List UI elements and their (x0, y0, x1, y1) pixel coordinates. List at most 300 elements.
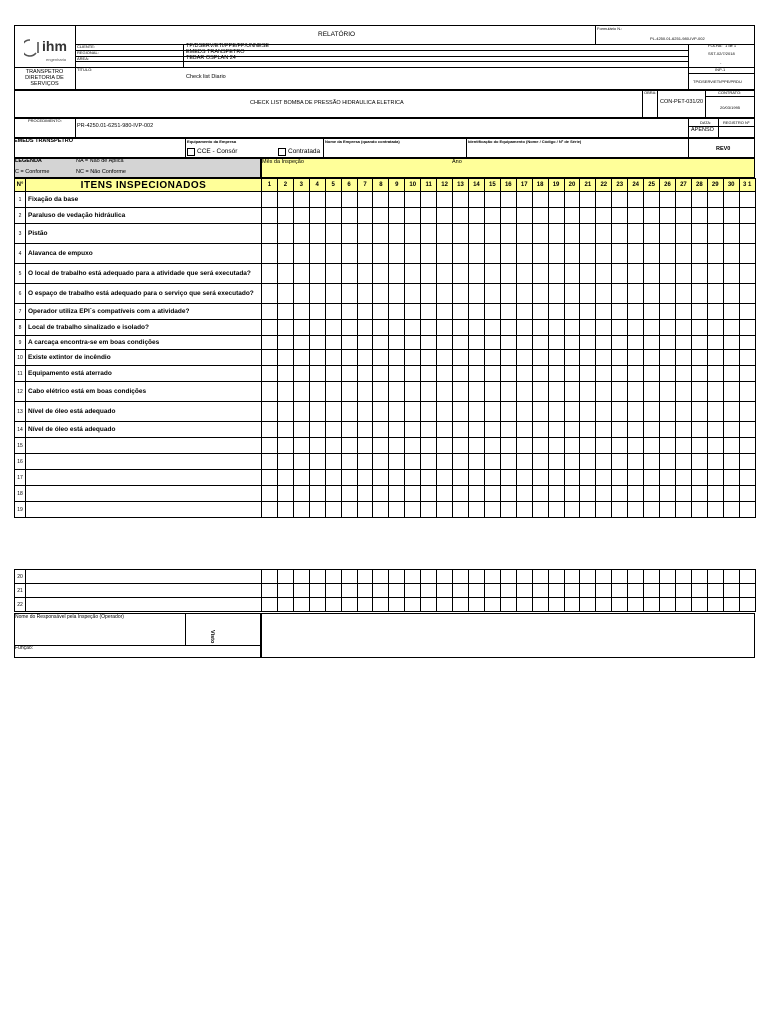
day-check-cell[interactable] (293, 470, 309, 486)
day-check-cell[interactable] (405, 470, 421, 486)
day-check-cell[interactable] (564, 570, 580, 584)
day-check-cell[interactable] (309, 284, 325, 304)
day-check-cell[interactable] (373, 402, 389, 422)
day-check-cell[interactable] (707, 244, 723, 264)
day-check-cell[interactable] (675, 284, 691, 304)
day-check-cell[interactable] (500, 438, 516, 454)
day-check-cell[interactable] (293, 486, 309, 502)
day-check-cell[interactable] (262, 598, 278, 612)
day-check-cell[interactable] (580, 304, 596, 320)
day-check-cell[interactable] (739, 422, 755, 438)
day-check-cell[interactable] (644, 320, 660, 336)
day-check-cell[interactable] (532, 320, 548, 336)
day-check-cell[interactable] (564, 470, 580, 486)
day-check-cell[interactable] (516, 584, 532, 598)
day-check-cell[interactable] (612, 438, 628, 454)
day-check-cell[interactable] (373, 438, 389, 454)
day-check-cell[interactable] (437, 224, 453, 244)
day-check-cell[interactable] (468, 402, 484, 422)
day-check-cell[interactable] (707, 336, 723, 350)
day-check-cell[interactable] (548, 304, 564, 320)
day-check-cell[interactable] (468, 224, 484, 244)
day-check-cell[interactable] (325, 584, 341, 598)
day-check-cell[interactable] (421, 320, 437, 336)
day-check-cell[interactable] (389, 382, 405, 402)
day-check-cell[interactable] (723, 336, 739, 350)
day-check-cell[interactable] (373, 382, 389, 402)
day-check-cell[interactable] (325, 366, 341, 382)
day-check-cell[interactable] (644, 192, 660, 208)
day-check-cell[interactable] (707, 402, 723, 422)
day-check-cell[interactable] (421, 584, 437, 598)
day-check-cell[interactable] (644, 208, 660, 224)
day-check-cell[interactable] (691, 366, 707, 382)
day-check-cell[interactable] (373, 304, 389, 320)
day-check-cell[interactable] (675, 224, 691, 244)
day-check-cell[interactable] (548, 224, 564, 244)
day-check-cell[interactable] (739, 244, 755, 264)
day-check-cell[interactable] (532, 402, 548, 422)
day-check-cell[interactable] (532, 382, 548, 402)
day-check-cell[interactable] (373, 336, 389, 350)
day-check-cell[interactable] (341, 284, 357, 304)
day-check-cell[interactable] (691, 336, 707, 350)
day-check-cell[interactable] (660, 438, 676, 454)
day-check-cell[interactable] (739, 382, 755, 402)
day-check-cell[interactable] (739, 350, 755, 366)
day-check-cell[interactable] (628, 570, 644, 584)
day-check-cell[interactable] (644, 264, 660, 284)
day-check-cell[interactable] (612, 244, 628, 264)
day-check-cell[interactable] (596, 350, 612, 366)
day-check-cell[interactable] (453, 382, 469, 402)
day-check-cell[interactable] (707, 304, 723, 320)
day-check-cell[interactable] (500, 208, 516, 224)
day-check-cell[interactable] (437, 350, 453, 366)
day-check-cell[interactable] (277, 598, 293, 612)
day-check-cell[interactable] (596, 244, 612, 264)
day-check-cell[interactable] (739, 598, 755, 612)
day-check-cell[interactable] (277, 470, 293, 486)
day-check-cell[interactable] (612, 284, 628, 304)
day-check-cell[interactable] (484, 304, 500, 320)
day-check-cell[interactable] (628, 454, 644, 470)
day-check-cell[interactable] (309, 320, 325, 336)
day-check-cell[interactable] (596, 208, 612, 224)
day-check-cell[interactable] (341, 192, 357, 208)
day-check-cell[interactable] (564, 584, 580, 598)
day-check-cell[interactable] (596, 284, 612, 304)
day-check-cell[interactable] (500, 382, 516, 402)
day-check-cell[interactable] (293, 502, 309, 518)
day-check-cell[interactable] (468, 382, 484, 402)
day-check-cell[interactable] (421, 486, 437, 502)
day-check-cell[interactable] (580, 320, 596, 336)
day-check-cell[interactable] (373, 584, 389, 598)
day-check-cell[interactable] (723, 304, 739, 320)
day-check-cell[interactable] (660, 402, 676, 422)
day-check-cell[interactable] (468, 244, 484, 264)
day-check-cell[interactable] (548, 422, 564, 438)
day-check-cell[interactable] (548, 264, 564, 284)
day-check-cell[interactable] (500, 224, 516, 244)
day-check-cell[interactable] (277, 224, 293, 244)
day-check-cell[interactable] (341, 382, 357, 402)
day-check-cell[interactable] (484, 570, 500, 584)
day-check-cell[interactable] (405, 224, 421, 244)
day-check-cell[interactable] (341, 454, 357, 470)
day-check-cell[interactable] (739, 470, 755, 486)
day-check-cell[interactable] (580, 402, 596, 422)
day-check-cell[interactable] (262, 320, 278, 336)
day-check-cell[interactable] (644, 304, 660, 320)
day-check-cell[interactable] (453, 224, 469, 244)
day-check-cell[interactable] (500, 350, 516, 366)
day-check-cell[interactable] (707, 208, 723, 224)
day-check-cell[interactable] (437, 422, 453, 438)
day-check-cell[interactable] (389, 244, 405, 264)
day-check-cell[interactable] (357, 366, 373, 382)
day-check-cell[interactable] (357, 192, 373, 208)
day-check-cell[interactable] (389, 598, 405, 612)
day-check-cell[interactable] (484, 402, 500, 422)
day-check-cell[interactable] (644, 284, 660, 304)
day-check-cell[interactable] (723, 402, 739, 422)
day-check-cell[interactable] (532, 438, 548, 454)
day-check-cell[interactable] (516, 502, 532, 518)
day-check-cell[interactable] (453, 584, 469, 598)
day-check-cell[interactable] (405, 454, 421, 470)
day-check-cell[interactable] (357, 470, 373, 486)
day-check-cell[interactable] (293, 350, 309, 366)
day-check-cell[interactable] (548, 320, 564, 336)
day-check-cell[interactable] (739, 304, 755, 320)
day-check-cell[interactable] (564, 382, 580, 402)
day-check-cell[interactable] (707, 192, 723, 208)
day-check-cell[interactable] (596, 366, 612, 382)
day-check-cell[interactable] (644, 470, 660, 486)
day-check-cell[interactable] (564, 454, 580, 470)
day-check-cell[interactable] (405, 244, 421, 264)
day-check-cell[interactable] (437, 454, 453, 470)
day-check-cell[interactable] (405, 336, 421, 350)
day-check-cell[interactable] (484, 192, 500, 208)
day-check-cell[interactable] (580, 366, 596, 382)
day-check-cell[interactable] (484, 454, 500, 470)
day-check-cell[interactable] (516, 366, 532, 382)
day-check-cell[interactable] (341, 438, 357, 454)
day-check-cell[interactable] (309, 598, 325, 612)
day-check-cell[interactable] (437, 208, 453, 224)
day-check-cell[interactable] (739, 366, 755, 382)
day-check-cell[interactable] (357, 584, 373, 598)
day-check-cell[interactable] (628, 366, 644, 382)
day-check-cell[interactable] (516, 208, 532, 224)
day-check-cell[interactable] (644, 598, 660, 612)
day-check-cell[interactable] (516, 438, 532, 454)
day-check-cell[interactable] (516, 598, 532, 612)
day-check-cell[interactable] (262, 470, 278, 486)
day-check-cell[interactable] (357, 350, 373, 366)
day-check-cell[interactable] (691, 470, 707, 486)
day-check-cell[interactable] (309, 570, 325, 584)
day-check-cell[interactable] (739, 336, 755, 350)
day-check-cell[interactable] (548, 502, 564, 518)
day-check-cell[interactable] (277, 422, 293, 438)
day-check-cell[interactable] (596, 224, 612, 244)
day-check-cell[interactable] (723, 598, 739, 612)
day-check-cell[interactable] (341, 402, 357, 422)
day-check-cell[interactable] (468, 336, 484, 350)
day-check-cell[interactable] (277, 336, 293, 350)
day-check-cell[interactable] (453, 502, 469, 518)
day-check-cell[interactable] (660, 584, 676, 598)
day-check-cell[interactable] (723, 470, 739, 486)
day-check-cell[interactable] (373, 502, 389, 518)
day-check-cell[interactable] (612, 570, 628, 584)
day-check-cell[interactable] (532, 570, 548, 584)
day-check-cell[interactable] (325, 336, 341, 350)
day-check-cell[interactable] (660, 470, 676, 486)
day-check-cell[interactable] (357, 382, 373, 402)
day-check-cell[interactable] (468, 570, 484, 584)
day-check-cell[interactable] (660, 382, 676, 402)
day-check-cell[interactable] (484, 336, 500, 350)
day-check-cell[interactable] (580, 382, 596, 402)
day-check-cell[interactable] (325, 422, 341, 438)
day-check-cell[interactable] (405, 486, 421, 502)
day-check-cell[interactable] (341, 486, 357, 502)
day-check-cell[interactable] (389, 192, 405, 208)
day-check-cell[interactable] (612, 350, 628, 366)
day-check-cell[interactable] (405, 208, 421, 224)
day-check-cell[interactable] (262, 192, 278, 208)
day-check-cell[interactable] (468, 366, 484, 382)
day-check-cell[interactable] (262, 382, 278, 402)
day-check-cell[interactable] (325, 192, 341, 208)
day-check-cell[interactable] (405, 570, 421, 584)
day-check-cell[interactable] (660, 192, 676, 208)
day-check-cell[interactable] (660, 336, 676, 350)
day-check-cell[interactable] (373, 264, 389, 284)
day-check-cell[interactable] (389, 422, 405, 438)
day-check-cell[interactable] (660, 304, 676, 320)
day-check-cell[interactable] (644, 502, 660, 518)
day-check-cell[interactable] (325, 350, 341, 366)
day-check-cell[interactable] (532, 304, 548, 320)
day-check-cell[interactable] (389, 570, 405, 584)
day-check-cell[interactable] (628, 584, 644, 598)
day-check-cell[interactable] (644, 422, 660, 438)
day-check-cell[interactable] (325, 438, 341, 454)
day-check-cell[interactable] (596, 402, 612, 422)
day-check-cell[interactable] (548, 470, 564, 486)
day-check-cell[interactable] (262, 208, 278, 224)
day-check-cell[interactable] (500, 598, 516, 612)
day-check-cell[interactable] (580, 244, 596, 264)
day-check-cell[interactable] (628, 244, 644, 264)
day-check-cell[interactable] (612, 502, 628, 518)
day-check-cell[interactable] (468, 422, 484, 438)
day-check-cell[interactable] (516, 336, 532, 350)
day-check-cell[interactable] (453, 570, 469, 584)
day-check-cell[interactable] (389, 350, 405, 366)
day-check-cell[interactable] (437, 382, 453, 402)
day-check-cell[interactable] (532, 486, 548, 502)
contratada-checkbox[interactable] (278, 148, 286, 156)
day-check-cell[interactable] (723, 224, 739, 244)
day-check-cell[interactable] (644, 382, 660, 402)
day-check-cell[interactable] (548, 584, 564, 598)
day-check-cell[interactable] (484, 382, 500, 402)
day-check-cell[interactable] (548, 284, 564, 304)
day-check-cell[interactable] (739, 264, 755, 284)
day-check-cell[interactable] (468, 486, 484, 502)
day-check-cell[interactable] (532, 366, 548, 382)
day-check-cell[interactable] (325, 598, 341, 612)
day-check-cell[interactable] (309, 208, 325, 224)
day-check-cell[interactable] (357, 336, 373, 350)
day-check-cell[interactable] (437, 570, 453, 584)
day-check-cell[interactable] (262, 244, 278, 264)
day-check-cell[interactable] (564, 438, 580, 454)
day-check-cell[interactable] (612, 382, 628, 402)
day-check-cell[interactable] (421, 422, 437, 438)
day-check-cell[interactable] (596, 438, 612, 454)
day-check-cell[interactable] (691, 304, 707, 320)
day-check-cell[interactable] (357, 402, 373, 422)
day-check-cell[interactable] (277, 366, 293, 382)
day-check-cell[interactable] (421, 438, 437, 454)
day-check-cell[interactable] (437, 438, 453, 454)
day-check-cell[interactable] (691, 502, 707, 518)
day-check-cell[interactable] (723, 208, 739, 224)
day-check-cell[interactable] (628, 470, 644, 486)
day-check-cell[interactable] (723, 438, 739, 454)
day-check-cell[interactable] (723, 244, 739, 264)
day-check-cell[interactable] (564, 350, 580, 366)
day-check-cell[interactable] (293, 438, 309, 454)
day-check-cell[interactable] (723, 382, 739, 402)
day-check-cell[interactable] (675, 584, 691, 598)
day-check-cell[interactable] (660, 598, 676, 612)
day-check-cell[interactable] (707, 584, 723, 598)
day-check-cell[interactable] (691, 284, 707, 304)
day-check-cell[interactable] (739, 224, 755, 244)
day-check-cell[interactable] (277, 502, 293, 518)
day-check-cell[interactable] (453, 244, 469, 264)
day-check-cell[interactable] (357, 598, 373, 612)
day-check-cell[interactable] (739, 454, 755, 470)
day-check-cell[interactable] (437, 366, 453, 382)
day-check-cell[interactable] (484, 264, 500, 284)
day-check-cell[interactable] (389, 264, 405, 284)
day-check-cell[interactable] (293, 454, 309, 470)
day-check-cell[interactable] (293, 366, 309, 382)
day-check-cell[interactable] (548, 402, 564, 422)
day-check-cell[interactable] (564, 208, 580, 224)
day-check-cell[interactable] (548, 350, 564, 366)
day-check-cell[interactable] (564, 304, 580, 320)
day-check-cell[interactable] (421, 244, 437, 264)
day-check-cell[interactable] (612, 192, 628, 208)
day-check-cell[interactable] (357, 438, 373, 454)
day-check-cell[interactable] (500, 192, 516, 208)
day-check-cell[interactable] (293, 304, 309, 320)
day-check-cell[interactable] (723, 284, 739, 304)
day-check-cell[interactable] (325, 320, 341, 336)
day-check-cell[interactable] (548, 486, 564, 502)
day-check-cell[interactable] (262, 584, 278, 598)
day-check-cell[interactable] (564, 264, 580, 284)
day-check-cell[interactable] (548, 454, 564, 470)
day-check-cell[interactable] (357, 284, 373, 304)
day-check-cell[interactable] (707, 486, 723, 502)
day-check-cell[interactable] (516, 454, 532, 470)
day-check-cell[interactable] (612, 422, 628, 438)
day-check-cell[interactable] (691, 486, 707, 502)
day-check-cell[interactable] (580, 470, 596, 486)
day-check-cell[interactable] (277, 320, 293, 336)
day-check-cell[interactable] (405, 438, 421, 454)
day-check-cell[interactable] (277, 454, 293, 470)
day-check-cell[interactable] (644, 224, 660, 244)
day-check-cell[interactable] (707, 366, 723, 382)
day-check-cell[interactable] (405, 350, 421, 366)
day-check-cell[interactable] (516, 402, 532, 422)
day-check-cell[interactable] (707, 570, 723, 584)
day-check-cell[interactable] (675, 402, 691, 422)
day-check-cell[interactable] (723, 366, 739, 382)
day-check-cell[interactable] (564, 502, 580, 518)
day-check-cell[interactable] (500, 320, 516, 336)
day-check-cell[interactable] (500, 244, 516, 264)
day-check-cell[interactable] (532, 502, 548, 518)
day-check-cell[interactable] (405, 382, 421, 402)
day-check-cell[interactable] (564, 422, 580, 438)
day-check-cell[interactable] (421, 208, 437, 224)
day-check-cell[interactable] (596, 470, 612, 486)
day-check-cell[interactable] (341, 224, 357, 244)
day-check-cell[interactable] (325, 244, 341, 264)
day-check-cell[interactable] (675, 570, 691, 584)
day-check-cell[interactable] (277, 570, 293, 584)
day-check-cell[interactable] (516, 470, 532, 486)
day-check-cell[interactable] (739, 320, 755, 336)
day-check-cell[interactable] (660, 570, 676, 584)
day-check-cell[interactable] (277, 438, 293, 454)
day-check-cell[interactable] (325, 264, 341, 284)
day-check-cell[interactable] (628, 350, 644, 366)
day-check-cell[interactable] (484, 502, 500, 518)
day-check-cell[interactable] (468, 470, 484, 486)
day-check-cell[interactable] (468, 304, 484, 320)
day-check-cell[interactable] (468, 208, 484, 224)
day-check-cell[interactable] (421, 598, 437, 612)
day-check-cell[interactable] (564, 320, 580, 336)
day-check-cell[interactable] (341, 264, 357, 284)
day-check-cell[interactable] (675, 304, 691, 320)
day-check-cell[interactable] (707, 470, 723, 486)
day-check-cell[interactable] (675, 454, 691, 470)
day-check-cell[interactable] (723, 350, 739, 366)
day-check-cell[interactable] (628, 502, 644, 518)
day-check-cell[interactable] (532, 584, 548, 598)
day-check-cell[interactable] (262, 304, 278, 320)
day-check-cell[interactable] (484, 244, 500, 264)
day-check-cell[interactable] (453, 320, 469, 336)
day-check-cell[interactable] (277, 584, 293, 598)
